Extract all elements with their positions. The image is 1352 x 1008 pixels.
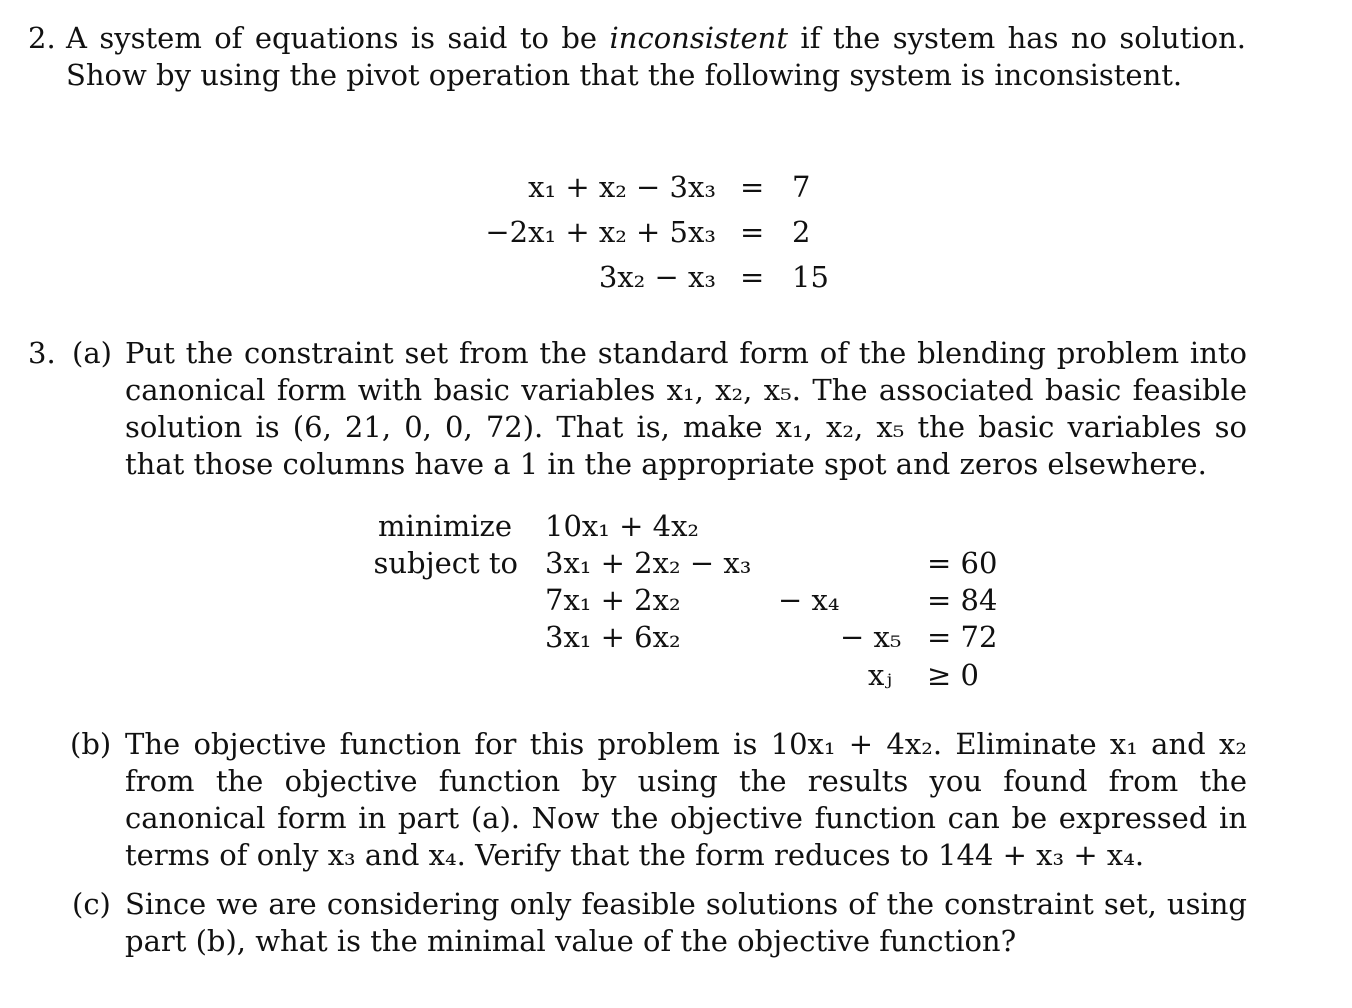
part-c-label: (c) [72, 887, 111, 921]
nonnegativity-rel: ≥ 0 [927, 658, 979, 692]
equation-3-lhs: 3x₂ − x₃ [598, 260, 716, 294]
equation-1-rhs: 7 [792, 170, 811, 204]
equation-3-rhs: 15 [792, 260, 829, 294]
subject-to-label: subject to [373, 546, 518, 580]
minimize-label: minimize [378, 509, 512, 543]
constraint-3-terms: 3x₁ + 6x₂ [545, 620, 681, 654]
constraint-2-terms: 7x₁ + 2x₂ [545, 583, 681, 617]
constraint-2-rel: = 84 [927, 583, 998, 617]
objective-expression: 10x₁ + 4x₂ [545, 509, 700, 543]
constraint-2-extra: − x₄ [778, 583, 840, 617]
equation-1-rel: = [740, 170, 765, 204]
problem-2-text-before: A system of equations is said to be [66, 21, 610, 55]
equation-2-rhs: 2 [792, 215, 811, 249]
part-b-label: (b) [70, 727, 112, 761]
part-a-label: (a) [72, 336, 112, 370]
problem-2-emphasis: inconsistent [609, 21, 789, 55]
constraint-3-extra: − x₅ [840, 620, 902, 654]
constraint-3-rel: = 72 [927, 620, 998, 654]
problem-2-statement [66, 20, 1246, 94]
part-c-text: Since we are considering only feasible solutions of the constraint set, using part (b), what is the minimal value of the objective function? [125, 887, 1247, 958]
problem-2-number: 2. [28, 21, 56, 55]
equation-2-lhs: −2x₁ + x₂ + 5x₃ [485, 215, 716, 249]
equation-1-lhs: x₁ + x₂ − 3x₃ [528, 170, 716, 204]
constraint-1-rel: = 60 [927, 546, 998, 580]
nonnegativity-variable: xⱼ [868, 658, 893, 692]
equation-2-rel: = [740, 215, 765, 249]
part-b-text: The objective function for this problem is 10x₁ + 4x₂. Eliminate x₁ and x₂ from the objective function by using the results you found from the canonical form in part (a). Now the objective function can be expressed in terms of only x₃ and x₄. Verify that the form reduces to 144 + x₃ + x₄. [125, 727, 1247, 872]
part-a-text: Put the constraint set from the standard form of the blending problem into canonical form with basic variables x₁, x₂, x₅. The associated basic feasible solution is (6, 21, 0, 0, 72). That is, make x₁, x₂, x₅ the basic variables so that those columns have a 1 in the appropriate spot and zeros elsewhere. [125, 336, 1247, 481]
equation-3-rel: = [740, 260, 765, 294]
problem-3-number: 3. [28, 336, 56, 370]
problem-2-text-after: if the system has no solution. Show by using the pivot operation that the following system is inconsistent. [66, 21, 1246, 92]
constraint-1-terms: 3x₁ + 2x₂ − x₃ [545, 546, 752, 580]
